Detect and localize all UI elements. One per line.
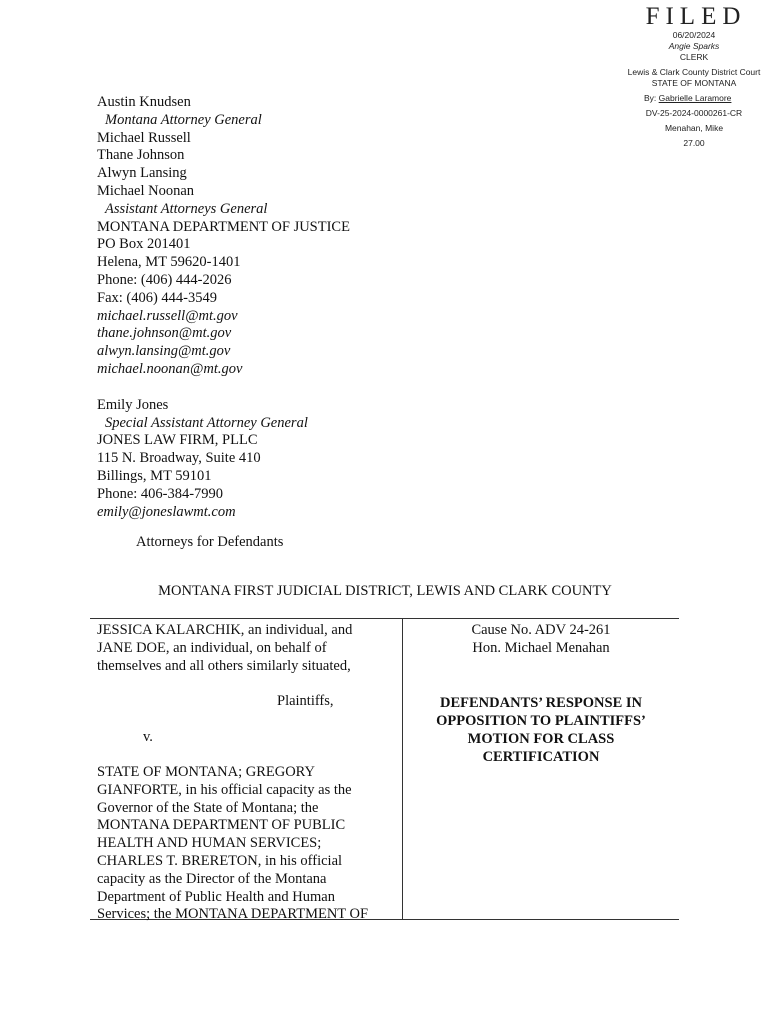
document-title-line: DEFENDANTS’ RESPONSE IN bbox=[440, 694, 642, 711]
plaintiff-line: themselves and all others similarly situated, bbox=[97, 657, 351, 674]
attorney-name: Michael Russell bbox=[97, 129, 191, 146]
parties-column bbox=[97, 622, 397, 924]
plaintiff-line: JESSICA KALARCHIK, an individual, and bbox=[97, 622, 353, 638]
attorney-email: michael.russell@mt.gov bbox=[97, 307, 238, 324]
attorney-email: michael.noonan@mt.gov bbox=[97, 360, 243, 377]
stamp-code: 27.00 bbox=[683, 138, 705, 148]
firm-phone: Phone: 406-384-7990 bbox=[97, 485, 224, 502]
defendant-line: Department of Public Health and Human bbox=[97, 888, 335, 905]
stamp-state: STATE OF MONTANA bbox=[651, 78, 737, 88]
court-heading: MONTANA FIRST JUDICIAL DISTRICT, LEWIS AND CLARK COUNTY bbox=[158, 583, 612, 599]
attorney-email: alwyn.lansing@mt.gov bbox=[97, 343, 231, 360]
document-title-line: MOTION FOR CLASS bbox=[467, 730, 615, 747]
firm-address: 115 N. Broadway, Suite 410 bbox=[97, 450, 261, 467]
firm-email: emily@joneslawmt.com bbox=[97, 503, 236, 520]
office-phone: Phone: (406) 444-2026 bbox=[97, 271, 232, 288]
defendant-line: GIANFORTE, in his official capacity as the bbox=[97, 781, 352, 798]
versus-label: v. bbox=[143, 729, 153, 746]
case-id: DV-25-2024-0000261-CR bbox=[645, 108, 743, 118]
special-attorney-name: Emily Jones bbox=[97, 396, 169, 413]
document-title-line: CERTIFICATION bbox=[482, 748, 600, 765]
defendant-line: Services; the MONTANA DEPARTMENT OF bbox=[97, 906, 369, 923]
attorney-name: Michael Noonan bbox=[97, 182, 195, 199]
office-po-box: PO Box 201401 bbox=[97, 236, 191, 253]
by-label: By: bbox=[644, 93, 657, 103]
county-court: Lewis & Clark County District Court bbox=[627, 67, 761, 77]
plaintiff-line: JANE DOE, an individual, on behalf of bbox=[97, 639, 327, 656]
filed-date: 06/20/2024 bbox=[672, 30, 716, 40]
firm-city: Billings, MT 59101 bbox=[97, 467, 212, 484]
firm-name: JONES LAW FIRM, PLLC bbox=[97, 432, 258, 449]
attorney-name: Austin Knudsen bbox=[97, 94, 191, 110]
defendant-line: Governor of the State of Montana; the bbox=[97, 799, 319, 816]
defendant-line: capacity as the Director of the Montana bbox=[97, 870, 327, 887]
document-title bbox=[403, 694, 679, 766]
deputy-clerk bbox=[618, 93, 770, 104]
defendant-line: MONTANA DEPARTMENT OF PUBLIC bbox=[97, 817, 346, 834]
office-city: Helena, MT 59620-1401 bbox=[97, 254, 241, 271]
office-fax: Fax: (406) 444-3549 bbox=[97, 289, 218, 306]
attorney-title: Montana Attorney General bbox=[105, 111, 262, 128]
clerk-label: CLERK bbox=[679, 52, 709, 62]
filed-heading: FILED bbox=[645, 3, 747, 30]
attorney-title: Assistant Attorneys General bbox=[105, 200, 268, 217]
plaintiffs-label: Plaintiffs, bbox=[277, 693, 334, 710]
deputy-clerk-name: Gabrielle Laramore bbox=[658, 93, 732, 103]
defendant-line: CHARLES T. BRERETON, in his official bbox=[97, 852, 343, 869]
attorney-name: Alwyn Lansing bbox=[97, 165, 187, 182]
special-attorney-title: Special Assistant Attorney General bbox=[105, 414, 308, 431]
case-caption-table bbox=[90, 618, 679, 923]
attorney-email: thane.johnson@mt.gov bbox=[97, 325, 232, 342]
counsel-block bbox=[97, 94, 517, 552]
case-info-column bbox=[403, 622, 679, 766]
cause-number: Cause No. ADV 24-261 bbox=[471, 622, 611, 638]
clerk-name: Angie Sparks bbox=[668, 41, 720, 51]
office-name: MONTANA DEPARTMENT OF JUSTICE bbox=[97, 218, 350, 235]
attorneys-for-label: Attorneys for Defendants bbox=[136, 534, 284, 551]
filed-stamp bbox=[618, 4, 770, 149]
defendant-line: STATE OF MONTANA; GREGORY bbox=[97, 763, 316, 780]
attorney-name: Thane Johnson bbox=[97, 147, 185, 164]
presiding-judge: Hon. Michael Menahan bbox=[472, 639, 610, 656]
defendant-line: HEALTH AND HUMAN SERVICES; bbox=[97, 835, 322, 852]
document-title-line: OPPOSITION TO PLAINTIFFS’ bbox=[436, 712, 646, 729]
stamp-judge: Menahan, Mike bbox=[664, 123, 724, 133]
